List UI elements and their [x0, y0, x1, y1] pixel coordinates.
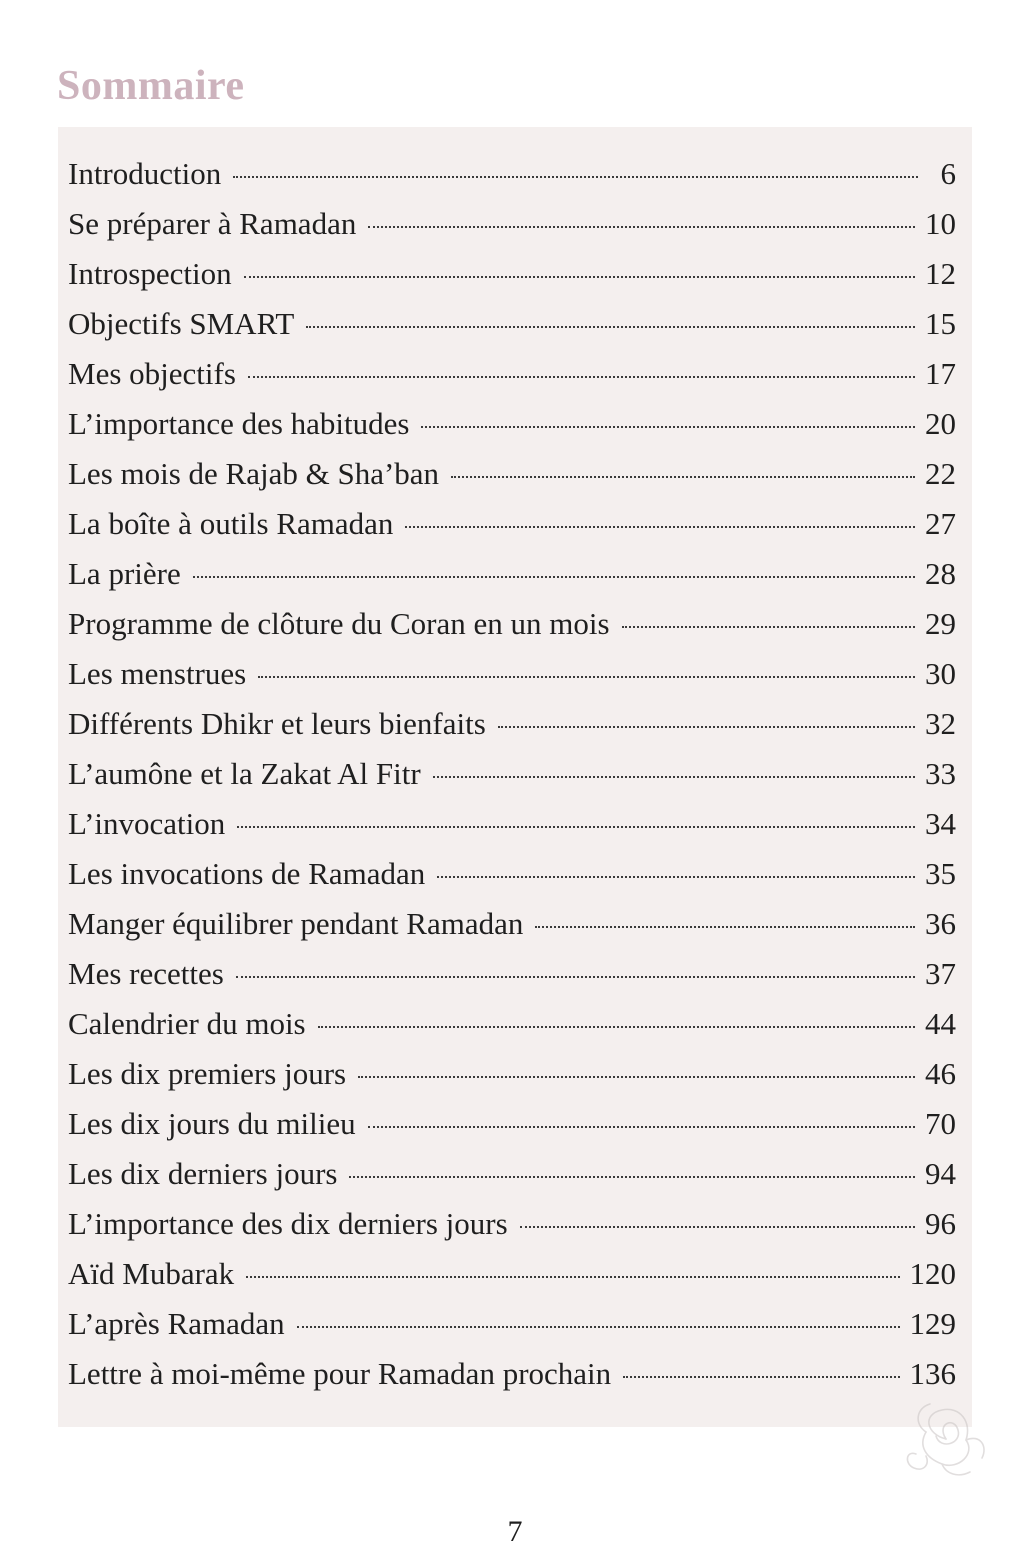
toc-list [68, 149, 956, 1399]
toc-entry-page: 29 [925, 606, 956, 641]
toc-leader-dots [246, 1275, 899, 1278]
toc-entry-page: 30 [925, 656, 956, 691]
toc-entry [68, 949, 956, 999]
toc-entry-page: 44 [925, 1006, 956, 1041]
toc-entry [68, 449, 956, 499]
toc-entry-page: 96 [925, 1206, 956, 1241]
toc-entry-page: 35 [925, 856, 956, 891]
toc-entry-label: L’après Ramadan [68, 1306, 285, 1341]
toc-leader-dots [244, 275, 915, 278]
toc-entry [68, 1299, 956, 1349]
toc-entry-label: Lettre à moi-même pour Ramadan prochain [68, 1356, 612, 1391]
toc-entry [68, 299, 956, 349]
toc-entry [68, 249, 956, 299]
toc-entry-page: 70 [925, 1106, 956, 1141]
toc-entry [68, 899, 956, 949]
toc-leader-dots [193, 575, 915, 578]
toc-entry-label: Mes objectifs [68, 356, 236, 391]
toc-entry-page: 12 [925, 256, 956, 291]
toc-entry-page: 20 [925, 406, 956, 441]
toc-entry [68, 749, 956, 799]
toc-entry-page: 10 [925, 206, 956, 241]
toc-entry-label: Programme de clôture du Coran en un mois [68, 606, 610, 641]
toc-leader-dots [622, 625, 915, 628]
toc-entry-page: 136 [909, 1356, 956, 1391]
toc-leader-dots [237, 825, 915, 828]
toc-leader-dots [433, 775, 915, 778]
toc-entry [68, 599, 956, 649]
toc-entry [68, 499, 956, 549]
toc-entry-label: Se préparer à Ramadan [68, 206, 357, 241]
toc-leader-dots [623, 1375, 899, 1378]
toc-entry-label: L’importance des habitudes [68, 406, 410, 441]
toc-leader-dots [498, 725, 915, 728]
toc-entry [68, 199, 956, 249]
toc-entry [68, 849, 956, 899]
toc-leader-dots [421, 425, 915, 428]
toc-leader-dots [248, 375, 915, 378]
toc-entry-label: Les menstrues [68, 656, 247, 691]
toc-leader-dots [451, 475, 915, 478]
toc-entry [68, 1149, 956, 1199]
toc-entry-label: L’importance des dix derniers jours [68, 1206, 508, 1241]
toc-entry [68, 999, 956, 1049]
toc-entry-label: Introduction [68, 156, 222, 191]
toc-entry-label: Objectifs SMART [68, 306, 295, 341]
toc-entry-label: L’invocation [68, 806, 226, 841]
toc-entry-label: Aïd Mubarak [68, 1256, 235, 1291]
toc-entry-page: 6 [940, 156, 956, 191]
toc-entry [68, 699, 956, 749]
page-title: Sommaire [57, 63, 245, 109]
toc-entry-page: 120 [909, 1256, 956, 1291]
toc-entry-page: 36 [925, 906, 956, 941]
toc-leader-dots [318, 1025, 915, 1028]
toc-leader-dots [258, 675, 915, 678]
toc-leader-dots [297, 1325, 900, 1328]
toc-entry [68, 799, 956, 849]
toc-entry-page: 46 [925, 1056, 956, 1091]
toc-leader-dots [358, 1075, 915, 1078]
toc-entry [68, 149, 956, 199]
toc-leader-dots [520, 1225, 915, 1228]
page-number: 7 [507, 1515, 523, 1548]
toc-entry-label: La prière [68, 556, 181, 591]
flower-icon [896, 1394, 996, 1484]
toc-leader-dots [535, 925, 915, 928]
toc-entry-label: Mes recettes [68, 956, 224, 991]
toc-entry-label: Les dix derniers jours [68, 1156, 338, 1191]
toc-entry [68, 1249, 956, 1299]
toc-leader-dots [306, 325, 915, 328]
toc-entry-page: 15 [925, 306, 956, 341]
toc-leader-dots [349, 1175, 915, 1178]
toc-entry [68, 649, 956, 699]
toc-entry [68, 549, 956, 599]
toc-entry-label: L’aumône et la Zakat Al Fitr [68, 756, 421, 791]
toc-leader-dots [233, 175, 918, 178]
toc-entry [68, 349, 956, 399]
toc-entry [68, 1199, 956, 1249]
toc-entry-page: 28 [925, 556, 956, 591]
toc-entry-page: 27 [925, 506, 956, 541]
toc-leader-dots [437, 875, 915, 878]
toc-entry-page: 37 [925, 956, 956, 991]
toc-entry-page: 22 [925, 456, 956, 491]
toc-entry-label: Différents Dhikr et leurs bienfaits [68, 706, 486, 741]
toc-entry-label: Les invocations de Ramadan [68, 856, 426, 891]
toc-panel [58, 127, 972, 1427]
toc-leader-dots [236, 975, 915, 978]
toc-entry [68, 399, 956, 449]
toc-entry-page: 129 [909, 1306, 956, 1341]
toc-entry [68, 1049, 956, 1099]
toc-entry-page: 33 [925, 756, 956, 791]
toc-entry-label: Calendrier du mois [68, 1006, 306, 1041]
toc-entry-label: Les dix jours du milieu [68, 1106, 356, 1141]
toc-entry-page: 17 [925, 356, 956, 391]
toc-entry-page: 32 [925, 706, 956, 741]
toc-leader-dots [368, 1125, 915, 1128]
toc-entry [68, 1349, 956, 1399]
toc-entry-label: Les mois de Rajab & Sha’ban [68, 456, 440, 491]
toc-entry-label: La boîte à outils Ramadan [68, 506, 394, 541]
toc-leader-dots [405, 525, 915, 528]
toc-leader-dots [368, 225, 915, 228]
toc-entry-page: 94 [925, 1156, 956, 1191]
toc-entry-label: Introspection [68, 256, 232, 291]
toc-entry-page: 34 [925, 806, 956, 841]
toc-entry-label: Manger équilibrer pendant Ramadan [68, 906, 524, 941]
toc-entry [68, 1099, 956, 1149]
toc-entry-label: Les dix premiers jours [68, 1056, 347, 1091]
